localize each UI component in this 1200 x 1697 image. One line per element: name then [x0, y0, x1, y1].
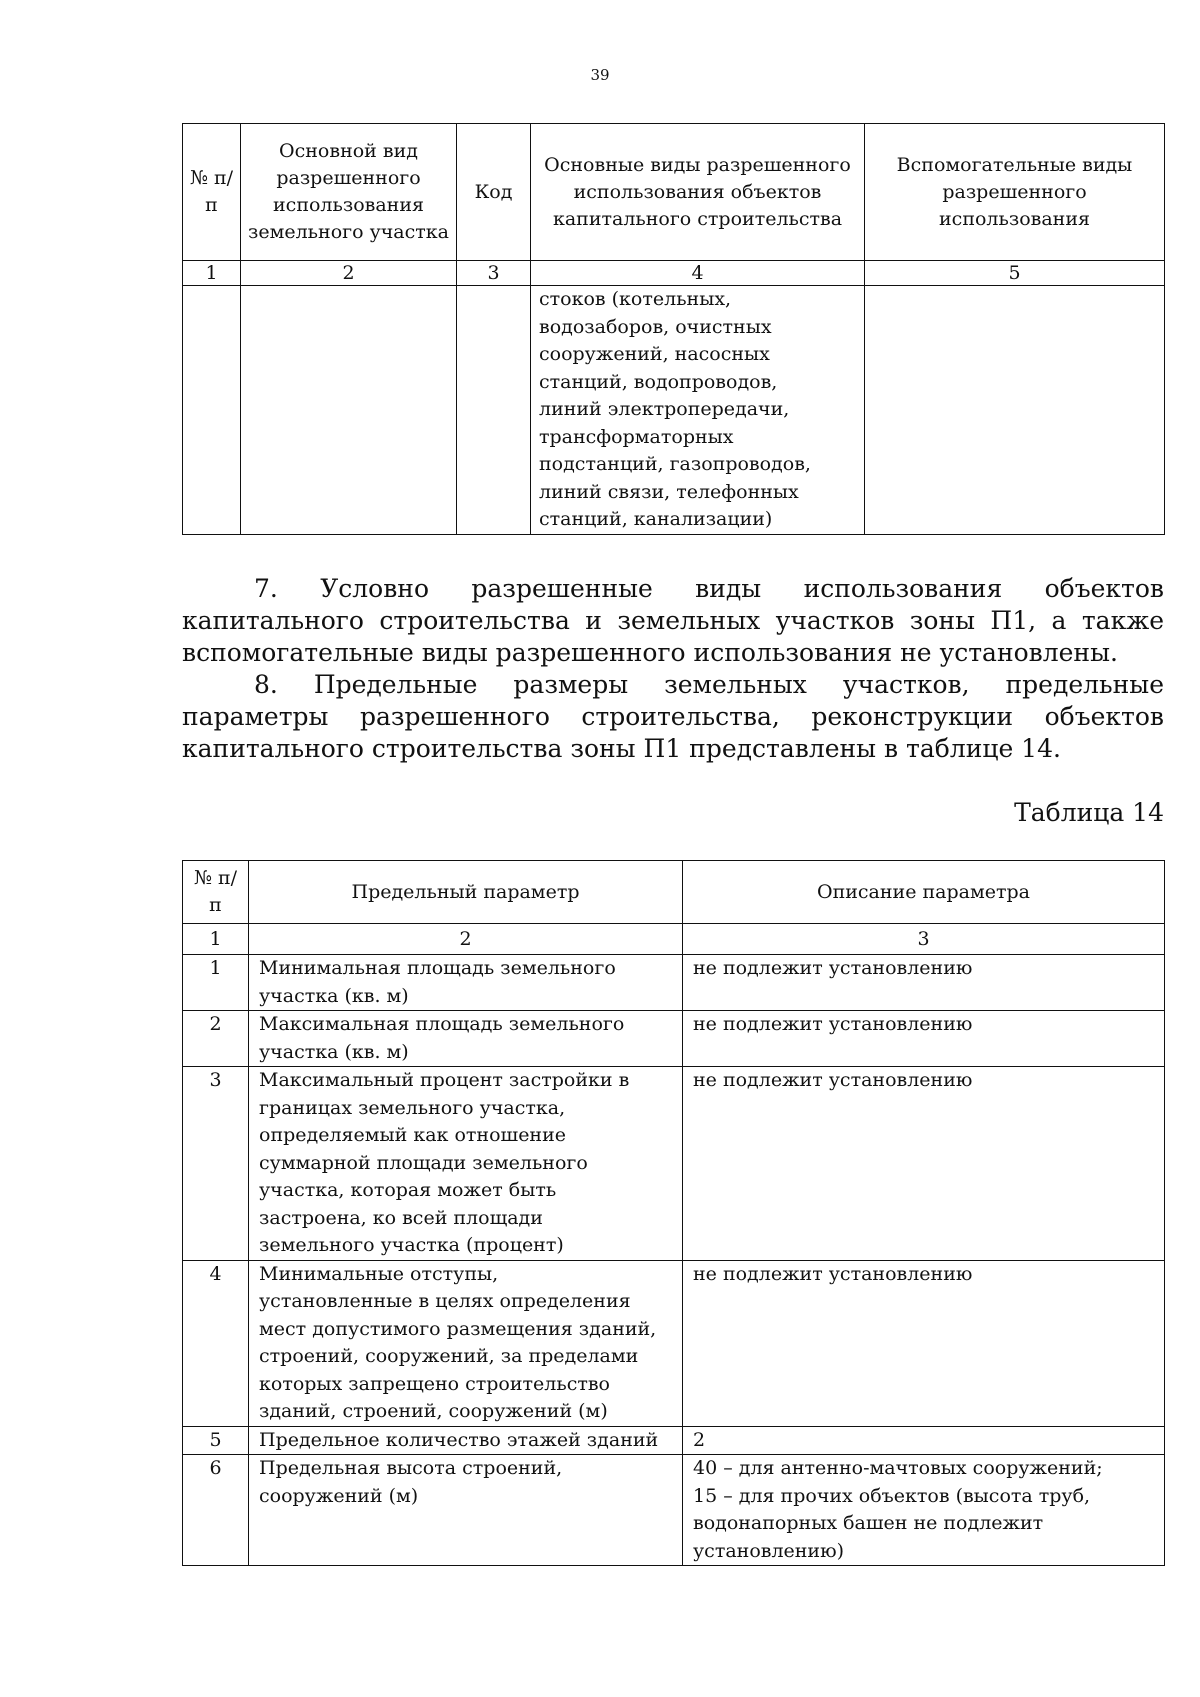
cell-line: зданий, строений, сооружений (м)	[259, 1400, 608, 1422]
row-description	[683, 1426, 1165, 1455]
table1-cell-capital-objects	[531, 286, 865, 535]
cell-line: не подлежит установлению	[693, 1262, 973, 1285]
table-row	[183, 1260, 1165, 1426]
cell-line: стоков (котельных,	[539, 288, 732, 310]
cell-line: не подлежит установлению	[693, 1069, 973, 1091]
row-description	[683, 1455, 1165, 1566]
table1-column-number: 2	[241, 261, 457, 286]
row-number: 2	[183, 1011, 249, 1067]
cell-line: Минимальная площадь земельного	[259, 957, 616, 979]
row-number: 3	[183, 1067, 249, 1261]
table2-header-row	[183, 861, 1165, 924]
table2-header-description: Описание параметра	[683, 861, 1165, 924]
row-description	[683, 1011, 1165, 1067]
cell-line: водозаборов, очистных	[539, 315, 772, 338]
cell-line: установлению)	[693, 1539, 845, 1562]
table-row	[183, 1011, 1165, 1067]
cell-line: участка (кв. м)	[259, 984, 409, 1007]
table1-row	[183, 286, 1165, 535]
row-number: 4	[183, 1260, 249, 1426]
row-description	[683, 1067, 1165, 1261]
cell-line: Предельная высота строений,	[259, 1457, 563, 1479]
cell-line: 2	[693, 1428, 706, 1451]
table1-cell-main-use	[241, 286, 457, 535]
paragraph-8	[182, 669, 1164, 765]
table1-column-number: 5	[865, 261, 1165, 286]
table2-column-number: 1	[183, 924, 249, 955]
cell-line: 40 – для антенно-мачтовых сооружений;	[693, 1457, 1103, 1479]
cell-line: линий электропередачи,	[539, 398, 790, 420]
table2-header-num: № п/п	[183, 861, 249, 924]
table2-column-number: 3	[683, 924, 1165, 955]
paragraph-8-text: 8. Предельные размеры земельных участков, предельные параметры разрешенного строительства, реконструкции объектов капитального строительства зоны П1 представлены в таблице 14.	[182, 670, 1164, 763]
row-parameter	[249, 955, 683, 1011]
table-caption: Таблица 14	[1014, 798, 1164, 827]
cell-line: станций, водопроводов,	[539, 370, 778, 393]
cell-line: суммарной площади земельного	[259, 1151, 588, 1174]
cell-line: сооружений, насосных	[539, 343, 770, 365]
table2-column-numbers-row	[183, 924, 1165, 955]
row-parameter	[249, 1455, 683, 1566]
cell-line: земельного участка (процент)	[259, 1234, 564, 1256]
row-description	[683, 955, 1165, 1011]
cell-line: водонапорных башен не подлежит	[693, 1512, 1044, 1534]
row-number: 6	[183, 1455, 249, 1566]
table-land-use-continuation	[182, 123, 1165, 535]
table1-column-number: 3	[457, 261, 531, 286]
cell-line: определяемый как отношение	[259, 1124, 567, 1146]
cell-line: застроена, ко всей площади	[259, 1206, 543, 1229]
cell-line: трансформаторных	[539, 425, 734, 448]
cell-line: 15 – для прочих объектов (высота труб,	[693, 1484, 1091, 1507]
cell-line: подстанций, газопроводов,	[539, 453, 811, 475]
cell-line: не подлежит установлению	[693, 957, 973, 979]
table1-header-num: № п/п	[183, 124, 241, 261]
table2-header-parameter: Предельный параметр	[249, 861, 683, 924]
table1-cell-auxiliary	[865, 286, 1165, 535]
table1-header-main-use: Основной вид разрешенного использования земельного участка	[241, 124, 457, 261]
row-parameter	[249, 1067, 683, 1261]
cell-line: строений, сооружений, за пределами	[259, 1345, 639, 1367]
row-number: 5	[183, 1426, 249, 1455]
table1-header-capital-objects: Основные виды разрешенного использования объектов капитального строительства	[531, 124, 865, 261]
cell-line: не подлежит установлению	[693, 1013, 973, 1035]
table1-header-code: Код	[457, 124, 531, 261]
cell-line: границах земельного участка,	[259, 1096, 566, 1119]
cell-line: участка, которая может быть	[259, 1179, 557, 1201]
row-description	[683, 1260, 1165, 1426]
cell-line: сооружений (м)	[259, 1484, 419, 1507]
paragraph-7-text: 7. Условно разрешенные виды использования объектов капитального строительства и земельных участков зоны П1, а также вспомогательные виды разрешенного использования не установлены.	[182, 574, 1164, 667]
table1-cell-code	[457, 286, 531, 535]
table1-column-numbers-row	[183, 261, 1165, 286]
cell-line: мест допустимого размещения зданий,	[259, 1317, 657, 1340]
cell-line: линий связи, телефонных	[539, 480, 799, 503]
cell-line: Минимальные отступы,	[259, 1262, 499, 1285]
table-14-limit-parameters	[182, 860, 1165, 1566]
row-parameter	[249, 1426, 683, 1455]
cell-line: Предельное количество этажей зданий	[259, 1428, 659, 1451]
cell-line: установленные в целях определения	[259, 1290, 631, 1312]
row-number: 1	[183, 955, 249, 1011]
table1-column-number: 1	[183, 261, 241, 286]
table1-column-number: 4	[531, 261, 865, 286]
table-row	[183, 1455, 1165, 1566]
table-row	[183, 955, 1165, 1011]
table2-column-number: 2	[249, 924, 683, 955]
cell-line: участка (кв. м)	[259, 1040, 409, 1063]
cell-line: Максимальная площадь земельного	[259, 1013, 625, 1035]
table-row	[183, 1426, 1165, 1455]
page-number: 39	[590, 66, 610, 84]
table-row	[183, 1067, 1165, 1261]
table1-header-row	[183, 124, 1165, 261]
cell-line: Максимальный процент застройки в	[259, 1069, 630, 1091]
table1-header-auxiliary: Вспомогательные виды разрешенного использования	[865, 124, 1165, 261]
row-parameter	[249, 1011, 683, 1067]
table1-cell-num	[183, 286, 241, 535]
paragraph-7	[182, 573, 1164, 669]
cell-line: станций, канализации)	[539, 508, 773, 530]
cell-line: которых запрещено строительство	[259, 1372, 610, 1395]
row-parameter	[249, 1260, 683, 1426]
